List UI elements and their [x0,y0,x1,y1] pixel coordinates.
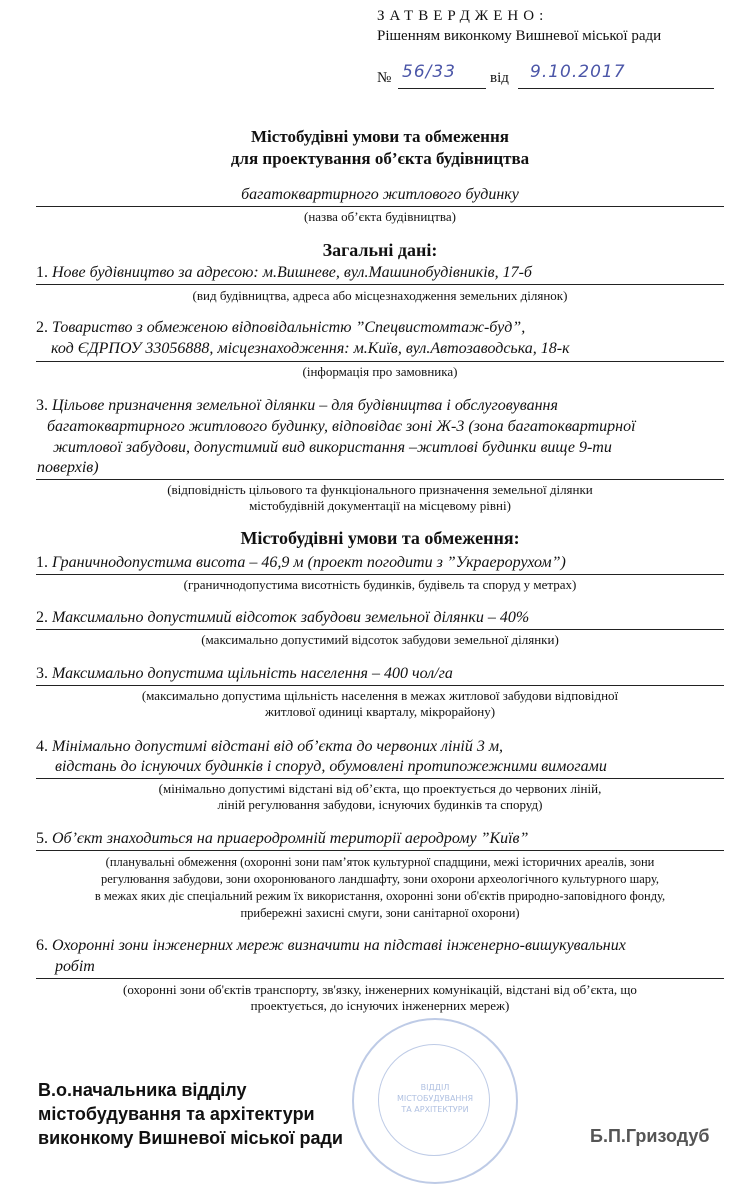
condition-item-4-caption [36,781,724,813]
object-name-line [36,206,724,207]
condition-item-6 [36,936,626,956]
condition-item-2-caption: (максимально допустимий відсоток забудови земельної ділянки) [201,632,559,647]
condition-item-3-text: Максимально допустима щільність населення – 400 чол/га [52,665,453,682]
approval-title: ЗАТВЕРДЖЕНО: [377,8,549,24]
general-item-1-number: 1. [36,264,48,281]
condition-item-2 [36,608,529,628]
general-data-heading: Загальні дані: [322,240,438,260]
condition-item-1-line [36,574,724,575]
condition-item-4-number: 4. [36,738,48,755]
general-item-1-line [36,284,724,285]
condition-item-1-text: Граничнодопустима висота – 46,9 м (проект погодити з ”Укрaерорухом”) [52,554,566,571]
condition-item-2-text: Максимально допустимий відсоток забудови земельної ділянки – 40% [52,609,530,626]
object-name-caption: (назва об’єкта будівництва) [304,209,456,224]
decision-date-handwritten: 9.10.2017 [530,62,626,82]
signature-title-line2: містобудування та архітектури [38,1104,315,1124]
condition-item-1-number: 1. [36,554,48,571]
general-item-2 [36,318,525,338]
condition-item-6-text-line2: робіт [55,958,95,975]
official-stamp-inner-line1: ВІДДІЛ [420,1083,450,1092]
decision-date-label: від [490,70,509,86]
condition-item-4 [36,737,503,757]
condition-item-3 [36,664,453,684]
document-title-line1: Містобудівні умови та обмеження [251,127,509,146]
condition-item-3-caption [36,688,724,720]
general-item-2-caption: (інформація про замовника) [302,364,458,379]
general-item-3-caption-line2: містобудівній документації на місцевому рівні) [249,498,511,513]
condition-item-3-number: 3. [36,665,48,682]
official-stamp-inner-line3: ТА АРХІТЕКТУРИ [401,1105,469,1114]
condition-item-5-caption-line2: регулювання забудови, зони охоронюваного ландшафту, зони охорони археологічного культурного шару, [100,872,660,886]
condition-item-6-number: 6. [36,937,48,954]
general-item-2-text-line2: код ЄДРПОУ 33056888, місцезнаходження: м.Київ, вул.Автозаводська, 18-к [51,340,570,357]
general-item-1-text: Нове будівництво за адресою: м.Вишневе, вул.Машинобудівників, 17-б [52,264,532,281]
official-stamp [352,1018,518,1184]
decision-number-line [398,88,486,89]
general-item-3-text-line4: поверхів) [37,459,99,476]
general-item-2-text-line1: Товариство з обмеженою відповідальністю ”Спецвистомтаж-буд”, [52,319,526,336]
signatory-name: Б.П.Гризодуб [590,1126,710,1146]
approval-subtitle: Рішенням виконкому Вишневої міської ради [377,28,662,44]
condition-item-1 [36,553,566,573]
condition-item-5-caption-line3: в межах яких діє спеціальний режим їх використання, охоронні зони об'єктів природно-заповідного фонду, [94,889,666,903]
document-title [80,126,680,170]
general-item-1 [36,263,532,283]
condition-item-6-caption [36,982,724,1014]
general-item-3 [36,396,558,416]
condition-item-4-caption-line2: ліній регулювання забудови, існуючих будинків та споруд) [217,797,543,812]
official-stamp-inner-line2: МІСТОБУДУВАННЯ [396,1094,474,1103]
condition-item-5 [36,829,528,849]
condition-item-6-line [36,978,724,979]
conditions-heading: Містобудівні умови та обмеження: [240,528,520,548]
condition-item-2-line [36,629,724,630]
decision-date-line [518,88,714,89]
condition-item-1-caption: (граничнодопустима висотність будинків, будівель та споруд у метрах) [183,577,577,592]
signature-title-line3: виконкому Вишневої міської ради [38,1128,343,1148]
document-title-line2: для проектування об’єкта будівництва [230,149,530,168]
general-item-3-text-line3: житлової забудови, допустимий вид використання –житлові будинки вище 9-ти [53,439,612,456]
condition-item-6-text-line1: Охоронні зони інженерних мереж визначити на підставі інженерно-вишукувальних [52,937,626,954]
condition-item-3-caption-line2: житлової одиниці кварталу, мікрорайону) [264,704,496,719]
general-item-2-number: 2. [36,319,48,336]
condition-item-5-number: 5. [36,830,48,847]
condition-item-4-caption-line1: (мінімально допустимі відстані від об’єкта, що проектується до червоних ліній, [158,781,602,796]
general-item-3-caption [36,482,724,514]
condition-item-4-text-line2: відстань до існуючих будинків і споруд, обумовлені протипожежними вимогами [55,758,607,775]
condition-item-5-caption [30,854,730,922]
condition-item-2-number: 2. [36,609,48,626]
condition-item-5-caption-line4: прибережні захисні смуги, зони санітарної охорони) [240,906,520,920]
general-item-2-line [36,361,724,362]
object-name: багатоквартирного житлового будинку [241,186,519,203]
condition-item-5-line [36,850,724,851]
general-item-3-line [36,479,724,480]
decision-number-handwritten: 56/33 [402,62,456,82]
general-item-3-text-line2: багатоквартирного житлового будинку, відповідає зоні Ж-3 (зона багатоквартирної [47,418,636,435]
condition-item-3-line [36,685,724,686]
condition-item-4-text-line1: Мінімально допустимі відстані від об’єкта до червоних ліній 3 м, [52,738,504,755]
condition-item-6-caption-line2: проектується, до існуючих інженерних мереж) [250,998,510,1013]
condition-item-6-caption-line1: (охоронні зони об'єктів транспорту, зв'язку, інженерних комунікацій, відстані від об’єкта, що [123,982,637,997]
condition-item-3-caption-line1: (максимально допустима щільність населення в межах житлової забудови відповідної [141,688,619,703]
condition-item-5-text: Об’єкт знаходиться на приаеродромній території аеродрому ”Київ” [52,830,529,847]
official-stamp-inner-text [390,1082,480,1115]
signature-block [38,1078,343,1150]
general-item-1-caption: (вид будівництва, адреса або місцезнаходження земельних ділянок) [192,288,568,303]
condition-item-5-caption-line1: (планувальні обмеження (охоронні зони пам’яток культурної спадщини, межі історичних ареалів, зони [105,855,655,869]
general-item-3-number: 3. [36,397,48,414]
signature-title-line1: В.о.начальника відділу [38,1080,247,1100]
general-item-3-caption-line1: (відповідність цільового та функціонального призначення земельної ділянки [167,482,593,497]
decision-number-label: № [377,70,392,86]
general-item-3-text-line1: Цільове призначення земельної ділянки – для будівництва і обслуговування [52,397,558,414]
condition-item-4-line [36,778,724,779]
